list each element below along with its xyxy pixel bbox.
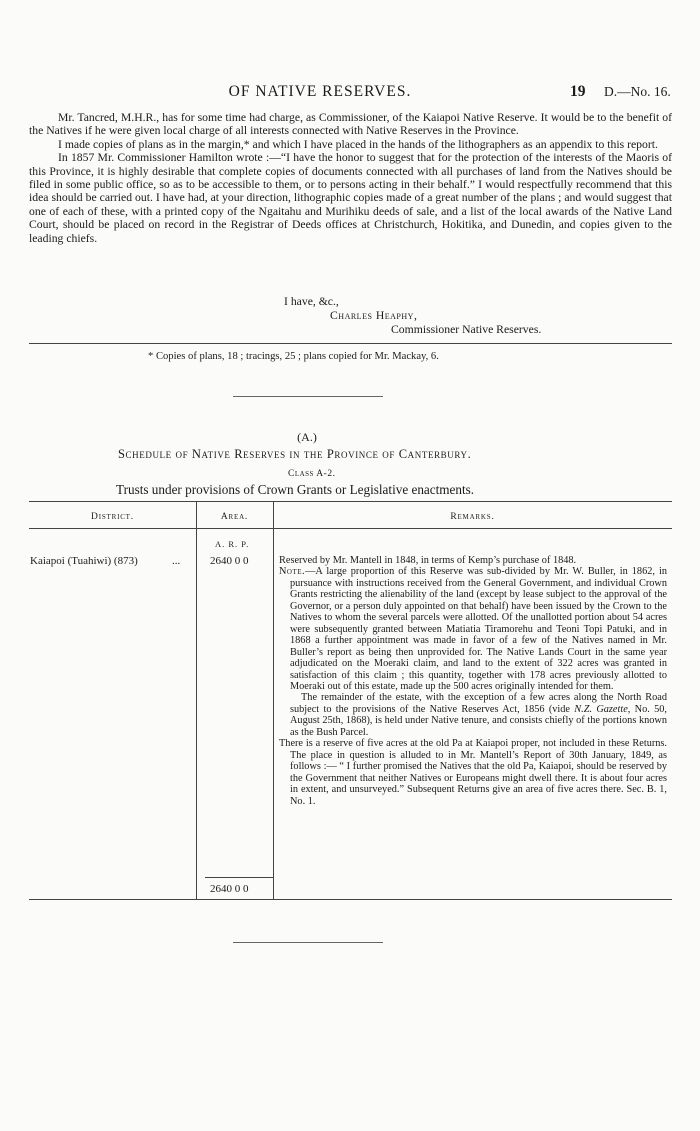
report-body (29, 111, 672, 245)
remarks-paragraph: There is a reserve of five acres at the old Pa at Kaiapoi proper, not included in these Returns. The place in question is alluded to in Mr. Mantell’s Report of 30th January, 1849, as follows :— “ I further promised the Natives that the old Pa, Kaiapoi, should be reserved by the Government that neither Natives or Europeans might dwell there. It is about four acres in extent, and unsurveyed.” Subsequent Returns give an area of five acres there. Sec. B. 1, No. 1. (279, 738, 667, 807)
remarks-note (279, 566, 667, 692)
signature-title: Commissioner Native Reserves. (391, 323, 542, 336)
total-rule (205, 877, 273, 878)
footnote-divider (29, 343, 672, 344)
signature-name: Charles Heaphy, (330, 309, 418, 322)
district-cell (30, 555, 181, 567)
area-total: 2640 0 0 (210, 883, 249, 895)
remarks-paragraph (279, 692, 667, 738)
table-top-rule (29, 501, 672, 502)
table-bottom-rule (29, 899, 672, 900)
column-header-area: Area. (220, 512, 249, 522)
column-header-remarks: Remarks. (450, 512, 495, 522)
note-label: Note. (279, 566, 306, 578)
column-divider (273, 501, 274, 899)
footnote: * Copies of plans, 18 ; tracings, 25 ; plans copied for Mr. Mackay, 6. (148, 351, 439, 362)
area-units: A. R. P. (215, 539, 250, 549)
schedule-table (29, 501, 672, 901)
paragraph: I made copies of plans as in the margin,* and which I have placed in the hands of the lithographers as an appendix to this report. (58, 137, 658, 151)
remarks-text: , No. 50, August 25th, 1868), is held under Native tenure, and consists chiefly of the portions known as the Bush Parcel. (290, 703, 667, 738)
gazette-title: N.Z. Gazette (574, 703, 628, 715)
paragraph: Mr. Tancred, M.H.R., has for some time had charge, as Commissioner, of the Kaiapoi Native Reserve. It would be to the benefit of the Natives if he were given local charge of all interests connected with Native Reserves in the Province. (29, 111, 672, 138)
dot-leader: ... (172, 555, 181, 567)
class-label: Class A-2. (288, 469, 336, 479)
document-reference: D.—No. 16. (604, 84, 671, 99)
end-divider (233, 942, 383, 943)
schedule-label: (A.) (297, 430, 317, 444)
closing: I have, &c., (284, 295, 339, 308)
section-divider (233, 396, 383, 397)
running-head: OF NATIVE RESERVES. (228, 83, 412, 100)
remarks-text: The remainder of the estate, with the exception of a few acres along the North Road subject to the provisions of the Native Reserves Act, 1856 (vide (290, 692, 667, 715)
area-cell: 2640 0 0 (210, 555, 249, 567)
column-header-district: District. (91, 512, 134, 522)
note-text: —A large proportion of this Reserve was sub-divided by Mr. W. Buller, in 1862, in pursuance with instructions received from the General Government, and individual Crown Grants restricting the alienability of the land (except by lease subject to the approval of the Governor, or a person duly appointed on that behalf) have been issued by the Crown to the Natives to whom the several parcels were allotted. Of the unallotted portion about 54 acres were subsequently granted between Matiatia Tiramorehu and Teoni Topi Patuki, and in 1868 a further appointment was made in favor of a few of the Natives named in Mr. Buller’s report as being then unprovided for. The Native Lands Court in the same year adjudicated on the Moeraki claim, and land to the extent of 322 acres was granted in satisfaction of this claim ; this quantity, together with 178 acres previously allotted to Moeraki out of this estate, made up the 500 acres originally intended for them. (290, 566, 667, 692)
remarks-paragraph: Reserved by Mr. Mantell in 1848, in terms of Kemp’s purchase of 1848. (279, 555, 577, 566)
district-name: Kaiapoi (Tuahiwi) (873) (30, 555, 138, 567)
paragraph: In 1857 Mr. Commissioner Hamilton wrote :—“I have the honor to suggest that for the protection of the interests of the Maoris of this Province, it is highly desirable that complete copies of documents connected with all purchases of land from the Natives should be filed in some public office, so as to be accessible to them, or to persons acting in their behalf.” I would respectfully recommend that this idea should be carried out. I have had, at your direction, lithographic copies made of a great number of the plans ; and would suggest that one of each of these, with a printed copy of the Ngaitahu and Murihiku deeds of sale, and a list of the local awards of the Native Land Court, should be placed on record in the Registrar of Deeds offices at Christchurch, Hokitika, and Dunedin, and copies given to the leading chiefs. (29, 151, 672, 245)
schedule-subtitle: Trusts under provisions of Crown Grants or Legislative enactments. (116, 482, 475, 497)
schedule-title: Schedule of Native Reserves in the Province of Canterbury. (118, 447, 472, 461)
page-number: 19 (570, 83, 586, 100)
remarks-cell (279, 555, 667, 807)
column-divider (196, 501, 197, 899)
table-header-rule (29, 528, 672, 529)
